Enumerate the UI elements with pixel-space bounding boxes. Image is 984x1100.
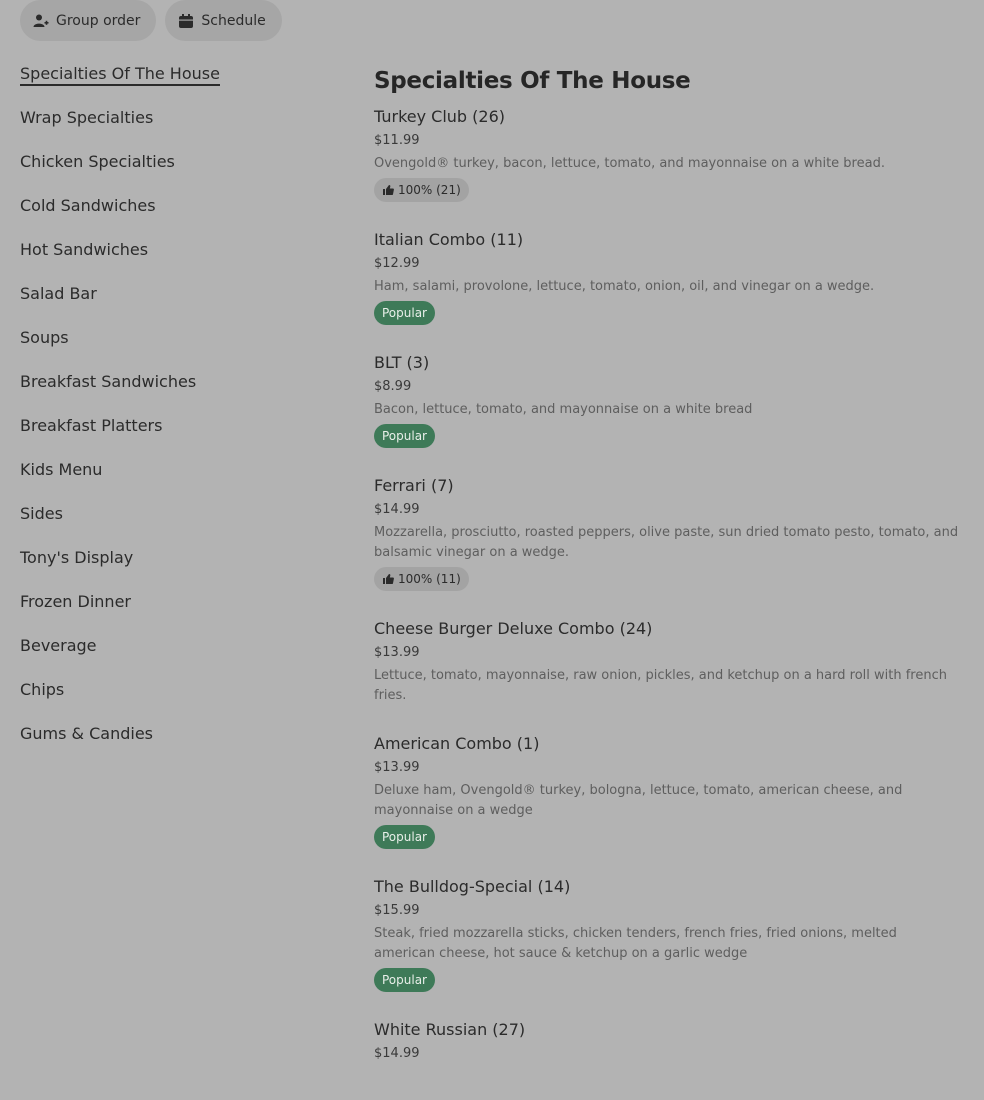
sidebar-item-gums-candies[interactable]: [20, 722, 320, 766]
sidebar-item-label: Soups: [20, 328, 69, 347]
item-price: $15.99: [374, 903, 420, 918]
menu-item[interactable]: [374, 228, 959, 325]
sidebar-item-label: Salad Bar: [20, 284, 97, 303]
sidebar-item-label: Breakfast Platters: [20, 416, 163, 435]
item-name: Cheese Burger Deluxe Combo (24): [374, 619, 653, 638]
sidebar-item-label: Chips: [20, 680, 65, 699]
item-name: Italian Combo (11): [374, 230, 524, 249]
sidebar-item-soups[interactable]: [20, 326, 320, 370]
menu-item[interactable]: [374, 617, 959, 706]
sidebar-item-label: Specialties Of The House: [20, 64, 220, 86]
sidebar-item-label: Cold Sandwiches: [20, 196, 156, 215]
sidebar-item-label: Wrap Specialties: [20, 108, 154, 127]
item-description: Lettuce, tomato, mayonnaise, raw onion, pickles, and ketchup on a hard roll with french fries.: [374, 668, 947, 703]
sidebar-item-label: Kids Menu: [20, 460, 103, 479]
menu-item[interactable]: [374, 732, 959, 849]
category-sidebar: [20, 62, 320, 766]
group-order-button[interactable]: [20, 0, 156, 41]
item-name: Ferrari (7): [374, 476, 454, 495]
menu-item[interactable]: [374, 875, 959, 992]
sidebar-item-kids-menu[interactable]: [20, 458, 320, 502]
item-price: $14.99: [374, 502, 420, 517]
thumbs-up-icon: [382, 184, 394, 196]
item-name: The Bulldog-Special (14): [374, 877, 571, 896]
sidebar-item-label: Gums & Candies: [20, 724, 154, 743]
item-price: $14.99: [374, 1046, 420, 1061]
item-description: Ovengold® turkey, bacon, lettuce, tomato, and mayonnaise on a white bread.: [374, 156, 885, 171]
sidebar-item-label: Tony's Display: [20, 548, 134, 567]
sidebar-item-label: Frozen Dinner: [20, 592, 131, 611]
item-price: $13.99: [374, 645, 420, 660]
item-price: $8.99: [374, 379, 412, 394]
item-name: White Russian (27): [374, 1020, 526, 1039]
item-price: $13.99: [374, 760, 420, 775]
popular-badge: Popular: [374, 424, 435, 448]
menu-item[interactable]: [374, 1018, 959, 1063]
sidebar-item-wrap-specialties[interactable]: [20, 106, 320, 150]
sidebar-item-frozen-dinner[interactable]: [20, 590, 320, 634]
group-order-label: Group order: [56, 12, 141, 29]
sidebar-item-sides[interactable]: [20, 502, 320, 546]
popular-badge: Popular: [374, 825, 435, 849]
item-description: Ham, salami, provolone, lettuce, tomato, onion, oil, and vinegar on a wedge.: [374, 279, 875, 294]
popular-badge: Popular: [374, 301, 435, 325]
item-description: Steak, fried mozzarella sticks, chicken tenders, french fries, fried onions, melted american cheese, hot sauce & ketchup on a garlic wedge: [374, 926, 897, 961]
person-add-icon: [33, 13, 49, 29]
sidebar-item-salad-bar[interactable]: [20, 282, 320, 326]
menu-item[interactable]: [374, 351, 959, 448]
popular-badge: Popular: [374, 968, 435, 992]
section-title: Specialties Of The House: [374, 68, 691, 94]
sidebar-item-label: Beverage: [20, 636, 97, 655]
schedule-button[interactable]: [165, 0, 281, 41]
item-description: Bacon, lettuce, tomato, and mayonnaise on a white bread: [374, 402, 753, 417]
sidebar-item-cold-sandwiches[interactable]: [20, 194, 320, 238]
thumbs-up-icon: [382, 573, 394, 585]
item-price: $12.99: [374, 256, 420, 271]
sidebar-item-beverage[interactable]: [20, 634, 320, 678]
menu-item[interactable]: [374, 105, 959, 202]
item-description: Deluxe ham, Ovengold® turkey, bologna, lettuce, tomato, american cheese, and mayonnaise on a wedge: [374, 783, 903, 818]
menu-section: [374, 62, 959, 1089]
order-actions: [20, 0, 282, 41]
schedule-label: Schedule: [201, 12, 266, 29]
calendar-icon: [178, 13, 194, 29]
item-price: $11.99: [374, 133, 420, 148]
menu-item[interactable]: [374, 474, 959, 591]
sidebar-item-breakfast-sandwiches[interactable]: [20, 370, 320, 414]
rating-text: 100% (21): [398, 183, 461, 197]
rating-badge: [374, 567, 469, 591]
sidebar-item-chips[interactable]: [20, 678, 320, 722]
rating-text: 100% (11): [398, 572, 461, 586]
item-description: Mozzarella, prosciutto, roasted peppers, olive paste, sun dried tomato pesto, tomato, and balsamic vinegar on a wedge.: [374, 525, 959, 560]
item-name: Turkey Club (26): [374, 107, 505, 126]
sidebar-item-hot-sandwiches[interactable]: [20, 238, 320, 282]
sidebar-item-label: Breakfast Sandwiches: [20, 372, 197, 391]
sidebar-item-specialties-of-the-house[interactable]: [20, 62, 320, 106]
sidebar-item-tonys-display[interactable]: [20, 546, 320, 590]
item-name: BLT (3): [374, 353, 430, 372]
sidebar-item-label: Sides: [20, 504, 63, 523]
item-name: American Combo (1): [374, 734, 540, 753]
rating-badge: [374, 178, 469, 202]
sidebar-item-label: Chicken Specialties: [20, 152, 175, 171]
sidebar-item-label: Hot Sandwiches: [20, 240, 149, 259]
sidebar-item-breakfast-platters[interactable]: [20, 414, 320, 458]
sidebar-item-chicken-specialties[interactable]: [20, 150, 320, 194]
